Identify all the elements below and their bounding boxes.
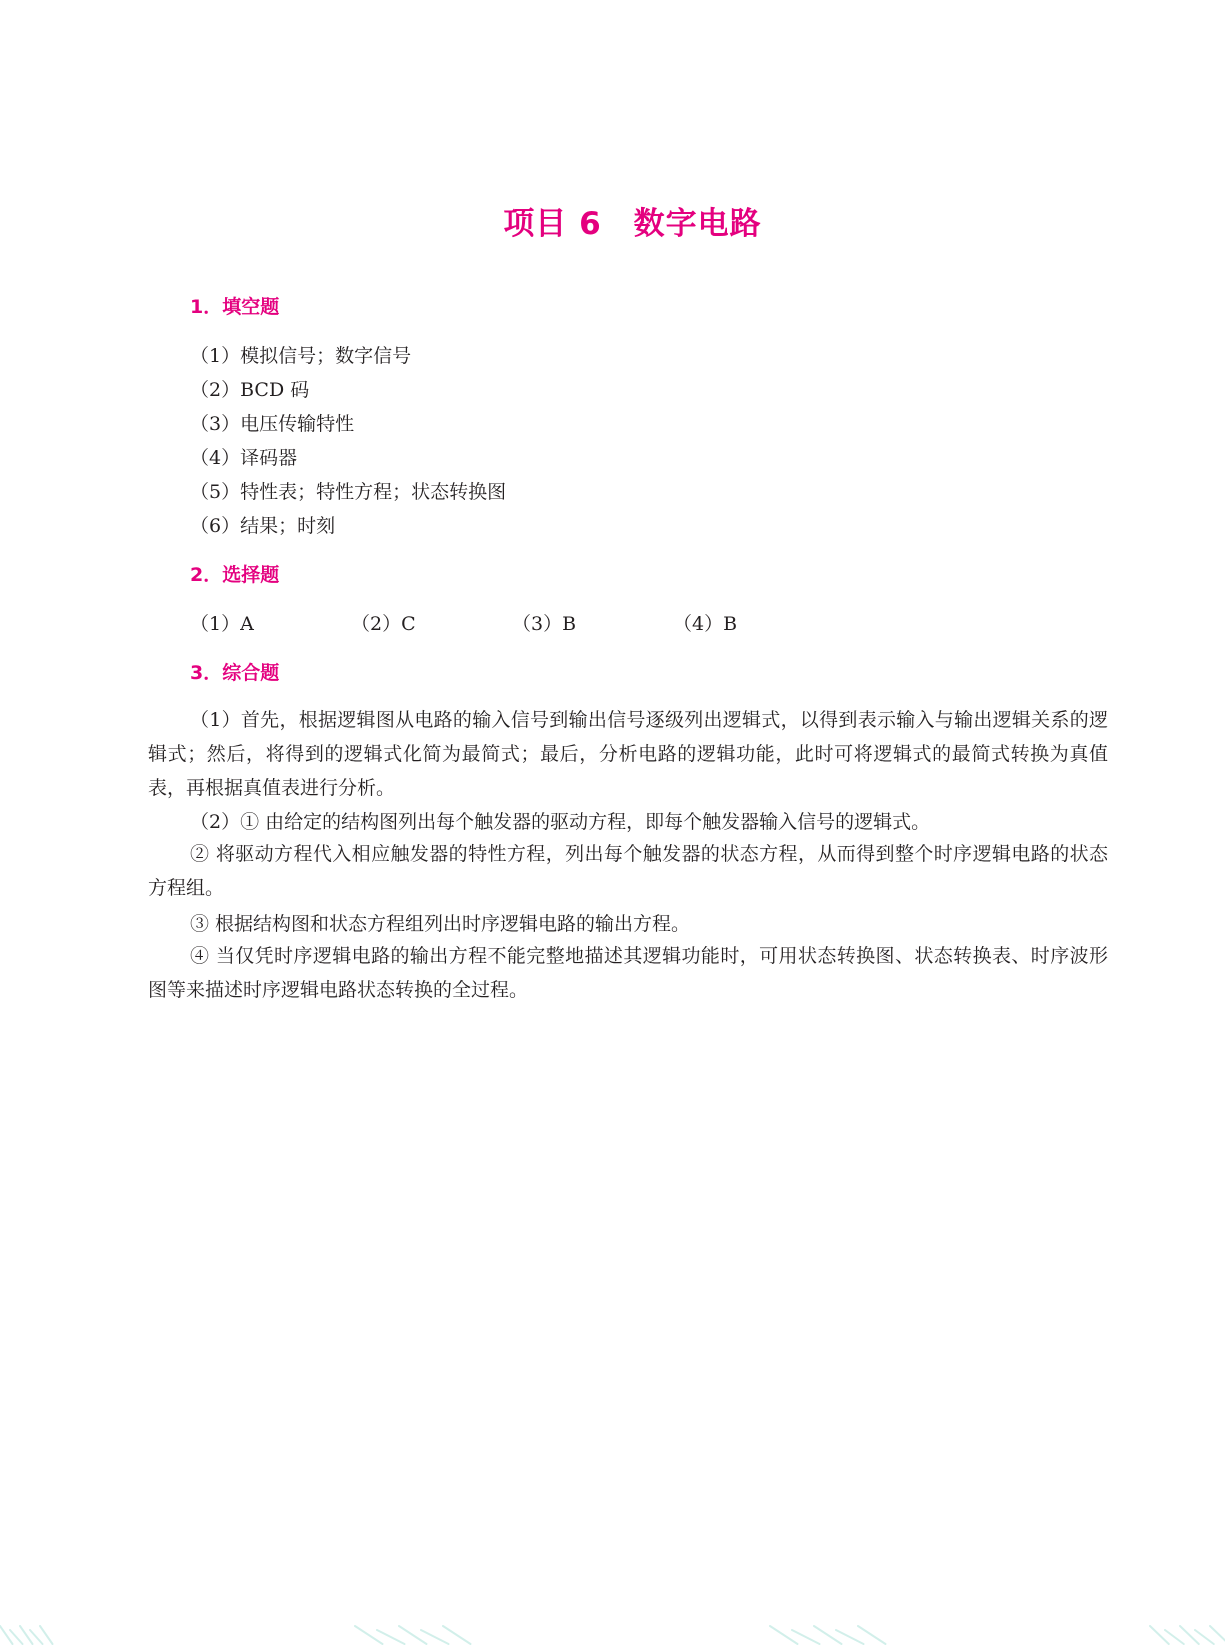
footer-decoration-stroke <box>836 1630 864 1644</box>
footer-decoration-stroke <box>40 1626 53 1644</box>
footer-decoration-stroke <box>792 1630 820 1644</box>
list-item: （5）特性表；特性方程；状态转换图 <box>190 481 507 503</box>
footer-decoration-stroke <box>443 1626 471 1644</box>
choice-answer-4: （4）B <box>673 613 738 635</box>
footer-decoration <box>0 1620 1225 1650</box>
section-heading-choice: 2．选择题 <box>190 564 280 586</box>
section-heading-fill-blank: 1．填空题 <box>190 296 280 318</box>
answer-paragraph-5: ④ 当仅凭时序逻辑电路的输出方程不能完整地描述其逻辑功能时，可用状态转换图、状态转换表、时序波形图等来描述时序逻辑电路状态转换的全过程。 <box>148 945 1108 1001</box>
list-item: （3）电压传输特性 <box>190 413 355 435</box>
footer-decoration-stroke <box>814 1626 842 1644</box>
answer-paragraph-4: ③ 根据结构图和状态方程组列出时序逻辑电路的输出方程。 <box>190 913 691 935</box>
list-item: （6）结果；时刻 <box>190 515 336 537</box>
list-item: （1）模拟信号；数字信号 <box>190 345 412 367</box>
answer-paragraph-3: ② 将驱动方程代入相应触发器的特性方程，列出每个触发器的状态方程，从而得到整个时序逻辑电路的状态方程组。 <box>148 843 1108 899</box>
answer-paragraph-2: （2）① 由给定的结构图列出每个触发器的驱动方程，即每个触发器输入信号的逻辑式。 <box>190 811 931 833</box>
list-item: （4）译码器 <box>190 447 298 469</box>
footer-decoration-stroke <box>377 1630 405 1644</box>
list-item: （2）BCD 码 <box>190 379 310 401</box>
choice-answer-2: （2）C <box>351 613 416 635</box>
choice-answer-3: （3）B <box>512 613 577 635</box>
footer-decoration-stroke <box>1180 1626 1199 1644</box>
footer-decoration-stroke <box>1210 1626 1225 1644</box>
answer-paragraph-1: （1）首先，根据逻辑图从电路的输入信号到输出信号逐级列出逻辑式，以得到表示输入与输出逻辑关系的逻辑式；然后，将得到的逻辑式化简为最简式；最后，分析电路的逻辑功能，此时可将逻辑式的最简式转换为真值表，再根据真值表进行分析。 <box>148 709 1108 799</box>
choice-answer-1: （1）A <box>190 613 254 635</box>
footer-decoration-stroke <box>770 1626 798 1644</box>
footer-decoration-stroke <box>355 1626 383 1644</box>
page-title: 项目 6 数字电路 <box>503 206 762 242</box>
footer-decoration-stroke <box>858 1626 886 1644</box>
section-heading-comprehensive: 3．综合题 <box>190 662 280 684</box>
footer-decoration-shapes <box>0 1626 1225 1644</box>
footer-decoration-stroke <box>421 1630 449 1644</box>
footer-decoration-stroke <box>0 1626 13 1644</box>
footer-decoration-stroke <box>399 1626 427 1644</box>
footer-decoration-stroke <box>20 1626 33 1644</box>
footer-decoration-stroke <box>1150 1626 1169 1644</box>
